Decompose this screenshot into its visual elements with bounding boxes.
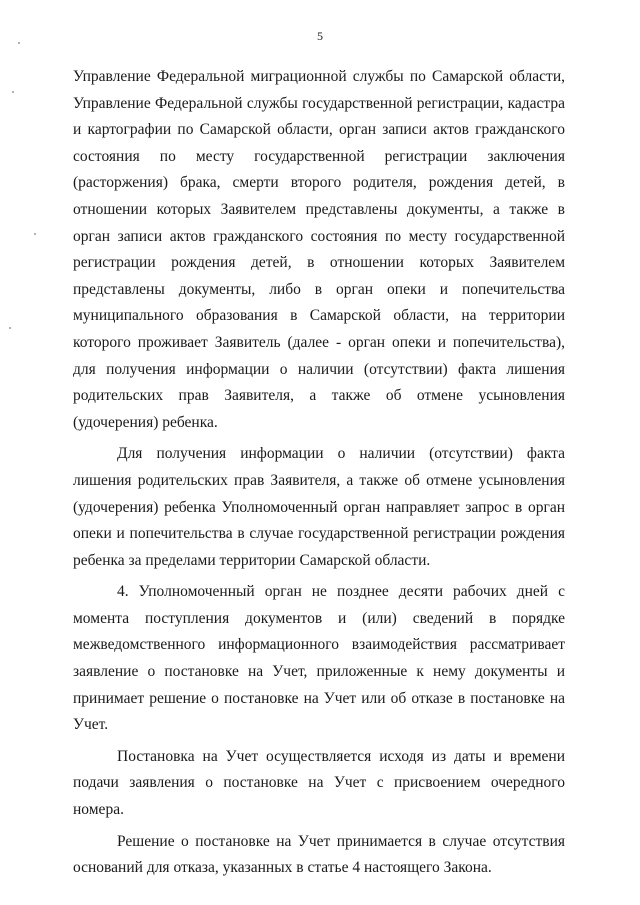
paragraph-registration-order: Постановка на Учет осуществляется исходя из даты и времени подачи заявления о постановке на Учет с присвоением очередного номера. <box>73 747 565 819</box>
paragraph-guardianship-request: Для получения информации о наличии (отсутствии) факта лишения родительских прав Заявителя, а также об отмене усыновления (удочерения) ребенка Уполномоченный орган направляет запрос в орган опеки и попечительства в случае государственной регистрации рождения ребенка за пределами территории Самарской области. <box>73 445 565 569</box>
paragraph-agencies-list: Управление Федеральной миграционной службы по Самарской области, Управление Федеральной службы государственной регистрации, кадастра и картографии по Самарской области, орган записи актов гражданского состояния по месту государственной регистрации заключения (расторжения) брака, смерти второго родителя, рождения детей, в отношении которых Заявителем представлены документы, а также в орган записи актов гражданского состояния по месту государственной регистрации рождения детей, в отношении которых Заявителем представлены документы, либо в орган опеки и попечительства муниципального образования в Самарской области, на территории которого проживает Заявитель (далее - орган опеки и попечительства), для получения информации о наличии (отсутствии) факта лишения родительских прав Заявителя, а также об отмене усыновления (удочерения) ребенка. <box>73 68 565 431</box>
scan-speck <box>34 233 36 235</box>
document-body <box>73 64 565 887</box>
scan-speck <box>12 91 14 93</box>
paragraph-item-4-decision: 4. Уполномоченный орган не позднее десяти рабочих дней с момента поступления документов и (или) сведений в порядке межведомственного информационного взаимодействия рассматривает заявление о постановке на Учет, приложенные к нему документы и принимает решение о постановке на Учет или об отказе в постановке на Учет. <box>73 583 565 734</box>
page-number: 5 <box>317 29 323 43</box>
paragraph-decision-conditions: Решение о постановке на Учет принимается в случае отсутствия оснований для отказа, указанных в статье 4 настоящего Закона. <box>73 832 565 877</box>
scan-speck <box>9 327 11 329</box>
